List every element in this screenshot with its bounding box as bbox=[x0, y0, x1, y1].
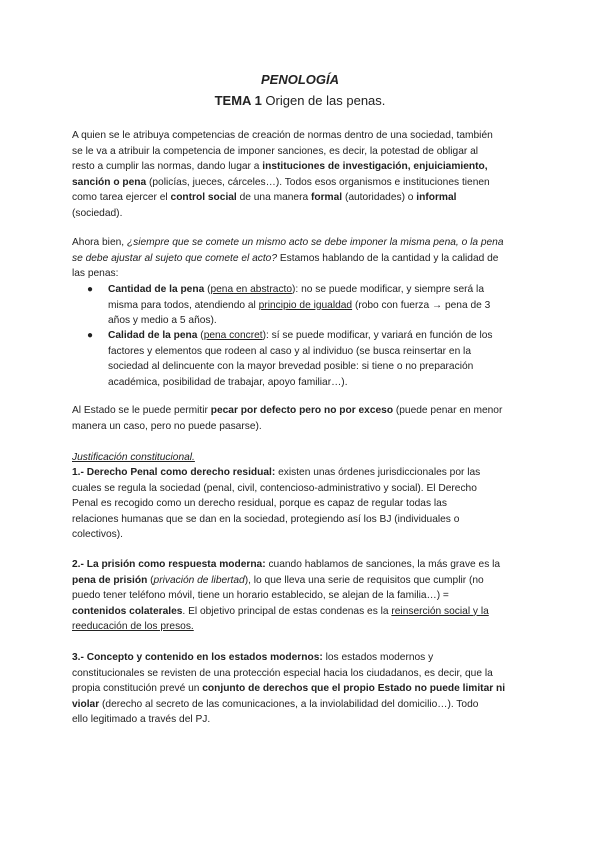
text-line: violar (derecho al secreto de las comunicaciones, a la inviolabilidad del domicilio…). Todo bbox=[72, 698, 479, 710]
bullet-calidad bbox=[108, 328, 538, 390]
text-line: las penas: bbox=[72, 268, 119, 280]
text-line: se debe ajustar al sujeto que comete el acto? Estamos hablando de la cantidad y la calidad de bbox=[72, 252, 499, 264]
text-line: Cantidad de la pena (pena en abstracto): no se puede modificar, y siempre será la bbox=[108, 284, 484, 295]
section-heading bbox=[72, 450, 532, 466]
subtitle-topic: TEMA 1 bbox=[214, 93, 262, 108]
text-line: contenidos colaterales. El objetivo principal de estas condenas es la reinserción social y la bbox=[72, 605, 489, 617]
section-estados-modernos bbox=[72, 650, 532, 728]
bullet-marker: ● bbox=[87, 284, 94, 295]
text-line: relaciones humanas que se dan en la sociedad, protegiendo así los BJ (individuales o bbox=[72, 513, 460, 525]
text-line: misma para todos, atendiendo al principio de igualdad (robo con fuerza → pena de 3 bbox=[108, 299, 491, 311]
text-line: Al Estado se le puede permitir pecar por defecto pero no por exceso (puede penar en menor bbox=[72, 405, 503, 416]
section-derecho-residual bbox=[72, 465, 532, 543]
text-line: propia constitución prevé un conjunto de derechos que el propio Estado no puede limitar ni bbox=[72, 683, 506, 695]
text-line: colectivos). bbox=[72, 529, 123, 541]
text-line: pena de prisión (privación de libertad), lo que lleva una serie de requisitos que cumplir (no bbox=[72, 574, 484, 586]
subtitle-text: Origen de las penas. bbox=[261, 93, 386, 108]
paragraph-question bbox=[72, 235, 532, 282]
text-line: (sociedad). bbox=[72, 207, 123, 219]
document-subtitle bbox=[0, 93, 600, 108]
text-line: como tarea ejercer el control social de una manera formal (autoridades) o informal bbox=[72, 192, 457, 204]
text-line: académica, posibilidad de trabajar, apoyo familiar…). bbox=[108, 376, 348, 388]
text-line: factores y elementos que rodeen al caso y al individuo (se busca reinsertar en la bbox=[108, 345, 471, 357]
text-line: puedo tener teléfono móvil, tiene un horario establecido, se alejan de la familia…) = bbox=[72, 590, 449, 602]
text-line: A quien se le atribuya competencias de creación de normas dentro de una sociedad, también bbox=[72, 130, 493, 141]
text-line: reeducación de los presos. bbox=[72, 621, 194, 633]
bullet-marker: ● bbox=[87, 330, 94, 341]
text-line: 3.- Concepto y contenido en los estados modernos: los estados modernos y bbox=[72, 652, 434, 663]
paragraph-intro bbox=[72, 128, 532, 222]
text-line: sanción o pena (policías, jueces, cárceles…). Todos esos organismos e instituciones tienen bbox=[72, 176, 490, 188]
text-line: años y medio a 5 años). bbox=[108, 315, 217, 327]
text-line: sociedad al delincuente con la mayor brevedad posible: si tiene o no preparación bbox=[108, 361, 474, 373]
text-line: resto a cumplir las normas, dando lugar a instituciones de investigación, enjuiciamiento, bbox=[72, 161, 488, 173]
section-prision bbox=[72, 557, 532, 635]
text-line: Ahora bien, ¿siempre que se comete un mismo acto se debe imponer la misma pena, o la pena bbox=[72, 237, 504, 248]
paragraph-estado bbox=[72, 403, 532, 434]
document-title: PENOLOGÍA bbox=[260, 72, 339, 87]
text-line: constitucionales se revisten de una protección especial hacia los ciudadanos, es decir, que la bbox=[72, 667, 493, 679]
text-line: 1.- Derecho Penal como derecho residual: existen unas órdenes jurisdiccionales por las bbox=[72, 467, 481, 478]
bullet-cantidad bbox=[108, 282, 538, 329]
text-line: manera un caso, pero no puede pasarse). bbox=[72, 420, 262, 432]
text-line: ello legitimado a través del PJ. bbox=[72, 714, 211, 726]
text-line: Penal es recogido como un derecho residual, porque es capaz de regular todas las bbox=[72, 498, 447, 510]
justificacion-heading: Justificación constitucional. bbox=[72, 452, 195, 463]
text-line: se le va a atribuir la competencia de imponer sanciones, es decir, la potestad de obligar al bbox=[72, 145, 479, 157]
text-line: cuales se regula la sociedad (penal, civil, contencioso-administrativo y social). El Derecho bbox=[72, 482, 477, 494]
text-line: Calidad de la pena (pena concret): sí se puede modificar, y variará en función de los bbox=[108, 330, 493, 341]
text-line: 2.- La prisión como respuesta moderna: cuando hablamos de sanciones, la más grave es la bbox=[72, 559, 501, 570]
